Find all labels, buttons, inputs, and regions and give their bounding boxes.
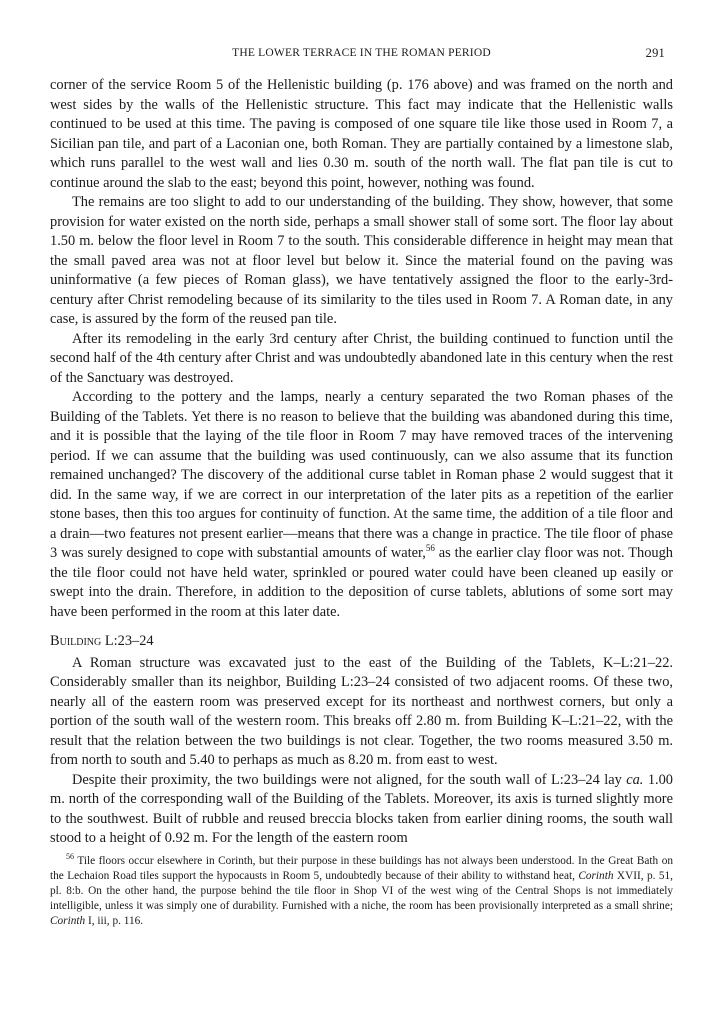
paragraph-1: corner of the service Room 5 of the Hellenistic building (p. 176 above) and was framed on the north and west sides by the walls of the Hellenistic structure. This fact may indicate that the Hellenistic walls continued to be used at this time. The paving is composed of one square tile like those used in Room 7, a Sicilian pan tile, and part of a Laconian one, both Roman. They are partially contained by a limestone slab, which runs parallel to the west wall and lies 0.30 m. south of the north wall. The flat pan tile is cut to continue around the slab to the east; beyond this point, however, nothing was found. [50, 77, 673, 191]
paragraph-3: After its remodeling in the early 3rd century after Christ, the building continued to function until the second half of the 4th century after Christ and was undoubtedly abandoned late in this century when the rest of the Sanctuary was destroyed. [50, 330, 673, 386]
footnote-56-text-a: Tile floors occur elsewhere in Corinth, but their purpose in these buildings has not always been understood. In the Great Bath on the Lechaion Road tiles support the hypocausts in Room 5, undoubtedly because of their ability to withstand heat, [50, 854, 673, 882]
footnote-56-ref-corinth-1: Corinth [578, 869, 614, 882]
document-page [50, 44, 673, 930]
footnotes [50, 851, 674, 930]
paragraph-4-text-b: as the earlier clay floor was not. Though the tile floor could not have held water, sprinkled or poured water could have been cleaned up easily or swept into the drain. Therefore, in addition to the deposition of curse tablets, ablutions of some sort may have been performed in the room at this later date. [50, 545, 673, 620]
running-header [50, 44, 673, 64]
paragraph-5: A Roman structure was excavated just to the east of the Building of the Tablets, K–L:21–22. Considerably smaller than its neighbor, Building L:23–24 consisted of two adjacent rooms. Of these two, nearly all of the eastern room was preserved except for its northeast and northwest corners, but only a portion of the south wall of the western room. This breaks off 2.80 m. from Building K–L:21–22, with the result that the relation between the two buildings is not clear. Together, the two rooms measured 3.50 m. from north to south and 5.40 to perhaps as much as 8.20 m. from east to west. [50, 654, 673, 768]
paragraph-4-text-a: According to the pottery and the lamps, nearly a century separated the two Roman phases of the Building of the Tablets. Yet there is no reason to believe that the building was abandoned during this time, and it is possible that the laying of the tile floor in Room 7 may have removed traces of the intervening period. If we can assume that the building was used continuously, can we also assume that its function remained unchanged? The discovery of the additional curse tablet in Roman phase 2 would suggest that it did. In the same way, if we are correct in our interpretation of the later pits as a repetition of the earlier stone bases, then this too argues for continuity of function. At the same time, the addition of a tile floor and a drain—two features not present earlier—means that there was a change in practice. The tile floor of phase 3 was surely designed to cope with substantial amounts of water, [50, 389, 673, 561]
footnote-56 [50, 851, 674, 930]
footnote-56-text-c: I, iii, p. 116. [85, 915, 144, 928]
paragraph-2: The remains are too slight to add to our understanding of the building. They show, however, that some provision for water existed on the north side, perhaps a small shower stall of some sort. The floor lay about 1.50 m. below the floor level in Room 7 to the south. This considerable difference in height may mean that the small paved area was not at floor level but below it. Since the material found on the paving was uninformative (a few pieces of Roman glass), we have tentatively assigned the floor to the early-3rd-century after Christ remodeling because of its similarity to the tiles used in Room 7. A Roman date, in any case, is assured by the form of the reused pan tile. [50, 194, 673, 327]
paragraph-4 [50, 388, 673, 622]
page-number: 291 [645, 46, 665, 60]
section-heading: Building L:23–24 [50, 633, 154, 649]
footnote-56-number: 56 [66, 851, 74, 861]
paragraph-6-text-b: 1.00 m. north of the corresponding wall of the Building of the Tablets. Moreover, its axis is turned slightly more to the southwest. Built of rubble and reused breccia blocks taken from earlier dining rooms, the south wall stood to a height of 0.92 m. For the length of the eastern room [50, 771, 673, 846]
paragraph-6 [50, 771, 673, 849]
running-title: THE LOWER TERRACE IN THE ROMAN PERIOD [232, 47, 491, 59]
footnote-56-ref-corinth-2: Corinth [50, 915, 86, 928]
paragraph-6-italic-ca: ca. [626, 771, 644, 788]
footnote-56-text-b: XVII, p. 51, pl. 8:b. On the other hand, the purpose behind the tile floor in Shop VI of the west wing of the Central Shops is not immediately intelligible, unless it was simply one of durability. Furnished with a niche, the room has been provisionally interpreted as a small shrine; [50, 869, 674, 913]
body-text [50, 76, 673, 849]
footnote-reference-56: 56 [425, 543, 435, 554]
paragraph-6-text-a: Despite their proximity, the two buildings were not aligned, for the south wall of L:23–24 lay [72, 771, 627, 788]
